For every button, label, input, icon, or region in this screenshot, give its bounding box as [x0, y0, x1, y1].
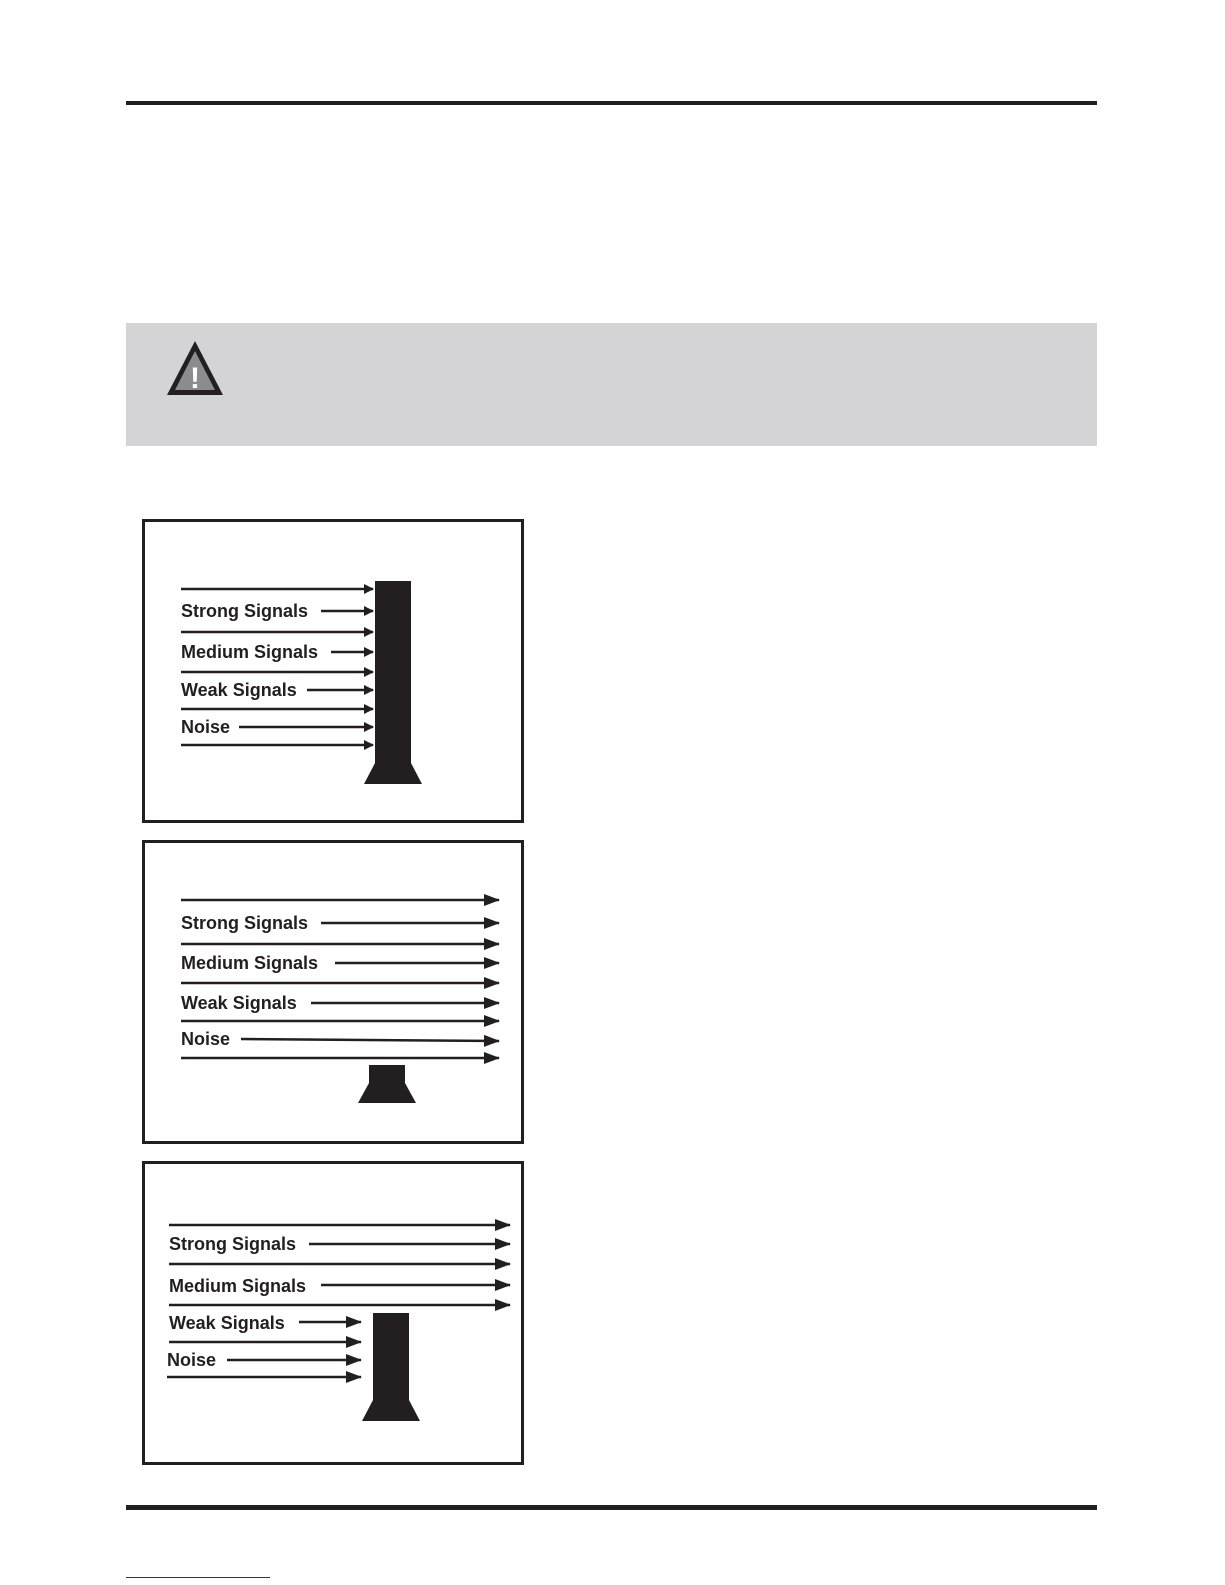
label-weak-signals: Weak Signals — [169, 1313, 285, 1333]
top-rule — [126, 101, 1097, 105]
attenuator-column — [373, 1313, 409, 1403]
attenuator-base — [358, 1083, 416, 1103]
label-medium-signals: Medium Signals — [169, 1276, 307, 1296]
label-strong-signals: Strong Signals — [181, 913, 309, 933]
warning-triangle-icon — [164, 338, 226, 398]
attenuator-base — [362, 1400, 420, 1421]
noise-arrow — [241, 1039, 499, 1041]
label-weak-signals: Weak Signals — [181, 680, 297, 700]
figure-panel-3 — [142, 1161, 524, 1465]
attenuator-column — [375, 581, 411, 767]
figure-panel-2 — [142, 840, 524, 1144]
label-noise: Noise — [181, 717, 231, 737]
warning-banner — [126, 323, 1097, 446]
footer-link-underline[interactable] — [126, 1577, 270, 1578]
label-weak-signals: Weak Signals — [181, 993, 297, 1013]
warning-glyph: ! — [190, 362, 200, 395]
label-noise: Noise — [167, 1350, 217, 1370]
attenuator-column — [369, 1065, 405, 1085]
label-strong-signals: Strong Signals — [181, 601, 309, 621]
label-strong-signals: Strong Signals — [169, 1234, 297, 1254]
label-medium-signals: Medium Signals — [181, 642, 319, 662]
label-medium-signals: Medium Signals — [181, 953, 319, 973]
bottom-rule — [126, 1505, 1097, 1510]
attenuator-base — [364, 763, 422, 784]
figure-panel-1 — [142, 519, 524, 823]
label-noise: Noise — [181, 1029, 231, 1049]
